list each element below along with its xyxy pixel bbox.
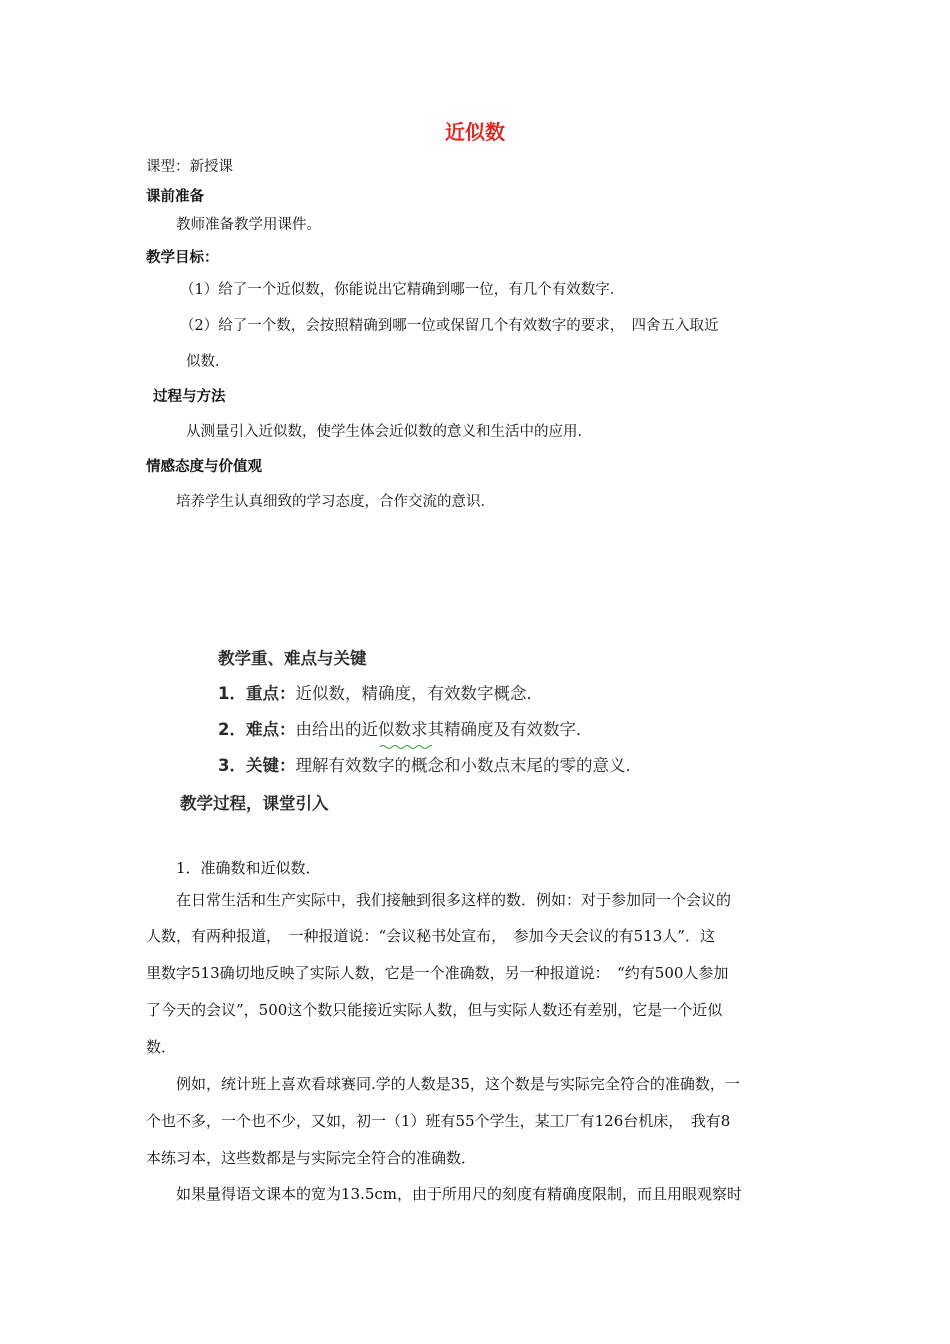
key-point-3 xyxy=(218,752,642,776)
lesson-type: 课型：新授课 xyxy=(146,159,233,175)
para2-line: 例如，统计班上喜欢看球赛同.学的人数是35，这个数是与实际完全符合的准确数，一 xyxy=(176,1075,740,1093)
para1-line: 里数字513确切地反映了实际人数，它是一个准确数，另一种报道说： “约有500人参加 xyxy=(146,964,729,982)
goal-item-2-line1: （2）给了一个数，会按照精确到哪一位或保留几个有效数字的要求， 四舍五入取近 xyxy=(180,318,719,334)
key-point-1-label: 1．重点： xyxy=(218,684,296,703)
attitude-heading: 情感态度与价值观 xyxy=(146,459,262,475)
key-point-2-text: 由给出的近似数求其精确度及有效数字． xyxy=(295,720,593,739)
prep-heading: 课前准备 xyxy=(146,189,204,205)
goal-item-2-line2: 似数． xyxy=(186,354,230,370)
spellcheck-squiggle xyxy=(380,744,432,750)
page-title: 近似数 xyxy=(445,120,505,144)
para1-line: 在日常生活和生产实际中，我们接触到很多这样的数．例如：对于参加同一个会议的 xyxy=(176,891,732,909)
key-point-2-label: 2．难点： xyxy=(218,720,296,739)
key-points-heading: 教学重、难点与关键 xyxy=(218,649,367,668)
attitude-text: 培养学生认真细致的学习态度，合作交流的意识． xyxy=(176,494,495,510)
para1-line: 数． xyxy=(146,1038,177,1056)
key-point-2 xyxy=(218,716,592,740)
process-heading: 教学过程，课堂引入 xyxy=(180,794,329,813)
section-1-heading: 1．准确数和近似数． xyxy=(176,859,321,877)
para3-line: 如果量得语文课本的宽为13.5cm，由于所用尺的刻度有精确度限制，而且用眼观察时 xyxy=(176,1185,743,1203)
goals-heading: 教学目标： xyxy=(146,250,219,266)
key-point-1 xyxy=(218,680,543,704)
prep-text: 教师准备教学用课件。 xyxy=(176,217,321,233)
process-method-heading: 过程与方法 xyxy=(153,389,226,405)
key-point-1-text: 近似数，精确度，有效数字概念． xyxy=(295,684,543,703)
para2-line: 个也不多，一个也不少，又如，初一（1）班有55个学生，某工厂有126台机床， 我有8 xyxy=(146,1112,731,1130)
process-method-text: 从测量引入近似数，使学生体会近似数的意义和生活中的应用． xyxy=(186,424,592,440)
key-point-3-text: 理解有效数字的概念和小数点末尾的零的意义． xyxy=(295,756,642,775)
para1-line: 人数，有两种报道， 一种报道说：“会议秘书处宣布， 参加今天会议的有513人”．这 xyxy=(146,927,715,945)
key-point-3-label: 3．关键： xyxy=(218,756,296,775)
para2-line: 本练习本，这些数都是与实际完全符合的准确数． xyxy=(146,1149,477,1167)
para1-line: 了今天的会议”，500这个数只能接近实际人数，但与实际人数还有差别，它是一个近似 xyxy=(146,1001,723,1019)
goal-item-1: （1）给了一个近似数，你能说出它精确到哪一位，有几个有效数字． xyxy=(180,282,625,298)
